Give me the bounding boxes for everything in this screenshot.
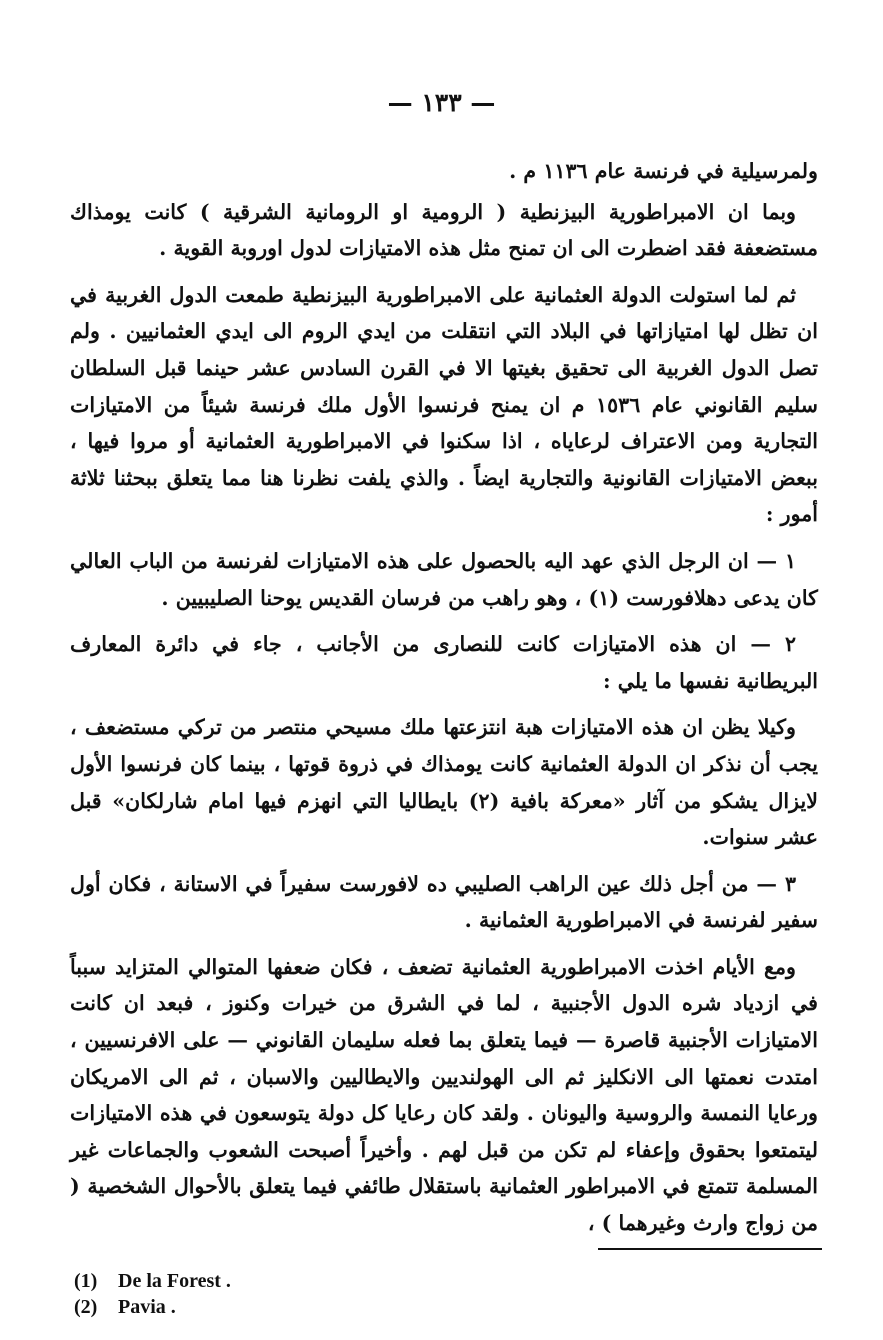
footnote-text: Pavia . [118, 1296, 176, 1318]
footnote-number: (1) [74, 1270, 98, 1292]
paragraph: ثم لما استولت الدولة العثمانية على الامبراطورية البيزنطية طمعت الدول الغربية في ان تظل لها امتيازاتها في البلاد التي انتقلت من ايدي الروم الى ايدي العثمانيين . ولم تصل الدول الغربية الى تحقيق بغيتها الا في القرن السادس عشر حينما قبل السلطان سليم القانوني عام ١٥٣٦ م ان يمنح فرنسوا الأول ملك فرنسة شيئاً من الامتيازات التجارية ومن الاعتراف لرعاياه ، اذا سكنوا في الامبراطورية العثمانية أو مروا فيها ، ببعض الامتيازات القانونية والتجارية ايضاً . والذي يلفت نظرنا هنا مما يتعلق ببحثنا ثلاثة أمور : [70, 282, 818, 527]
quoted-paragraph: وكيلا يظن ان هذه الامتيازات هبة انتزعتها ملك مسيحي منتصر من تركي مستضعف ، يجب أن نذكر ان الدولة العثمانية كانت يومذاك في ذروة قوتها ، بينما كان فرنسوا الأول لايزال يشكو من آثار «معركة بافية (٢) بايطاليا التي انهزم فيها امام شارلكان» قبل عشر سنوات. [70, 715, 818, 850]
footnote [74, 1294, 474, 1320]
numbered-paragraph: ١ — ان الرجل الذي عهد اليه بالحصول على هذه الامتيازات لفرنسة من الباب العالي كان يدعى دهلافورست (١) ، وهو راهب من فرسان القديس يوحنا الصليبيين . [70, 548, 818, 610]
footnote-number: (2) [74, 1296, 98, 1318]
footnote-text: De la Forest . [118, 1270, 231, 1292]
footnote-divider [598, 1248, 822, 1250]
paragraph: وبما ان الامبراطورية البيزنطية ( الرومية او الرومانية الشرقية ) كانت يومذاك مستضعفة فقد اضطرت الى ان تمنح مثل هذه الامتيازات لدول اوروبة القوية . [70, 199, 818, 261]
paragraph: ولمرسيلية في فرنسة عام ١١٣٦ م . [509, 159, 818, 183]
footnotes [74, 1268, 474, 1320]
paragraph: ومع الأيام اخذت الامبراطورية العثمانية تضعف ، فكان ضعفها المتوالي المتزايد سبباً في ازدياد شره الدول الأجنبية ، لما في الشرق من خيرات وكنوز ، فبعد ان كانت الامتيازات الأجنبية قاصرة — فيما يتعلق بما فعله سليمان القانوني — على الافرنسيين ، امتدت نعمتها الى الانكليز ثم الى الهولنديين والايطاليين والاسبان ، ثم الى الامريكان ورعايا النمسة والروسية واليونان . ولقد كان رعايا كل دولة يتوسعون في هذه الامتيازات ليتمتعوا بحقوق وإعفاء لم تكن من قبل لهم . وأخيراً أصبحت الشعوب والجماعات غير المسلمة تتمتع في الامبراطور العثمانية باستقلال طائفي فيما يتعلق بالأحوال الشخصية ( من زواج وارث وغيرهما ) ، [70, 954, 818, 1236]
page-number: — ١٣٣ — [387, 88, 496, 117]
footnote [74, 1268, 474, 1294]
numbered-paragraph: ٣ — من أجل ذلك عين الراهب الصليبي ده لافورست سفيراً في الاستانة ، فكان أول سفير لفرنسة في الامبراطورية العثمانية . [70, 871, 818, 933]
numbered-paragraph: ٢ — ان هذه الامتيازات كانت للنصارى من الأجانب ، جاء في دائرة المعارف البريطانية نفسها ما يلي : [70, 632, 818, 693]
body-text [70, 153, 818, 1242]
